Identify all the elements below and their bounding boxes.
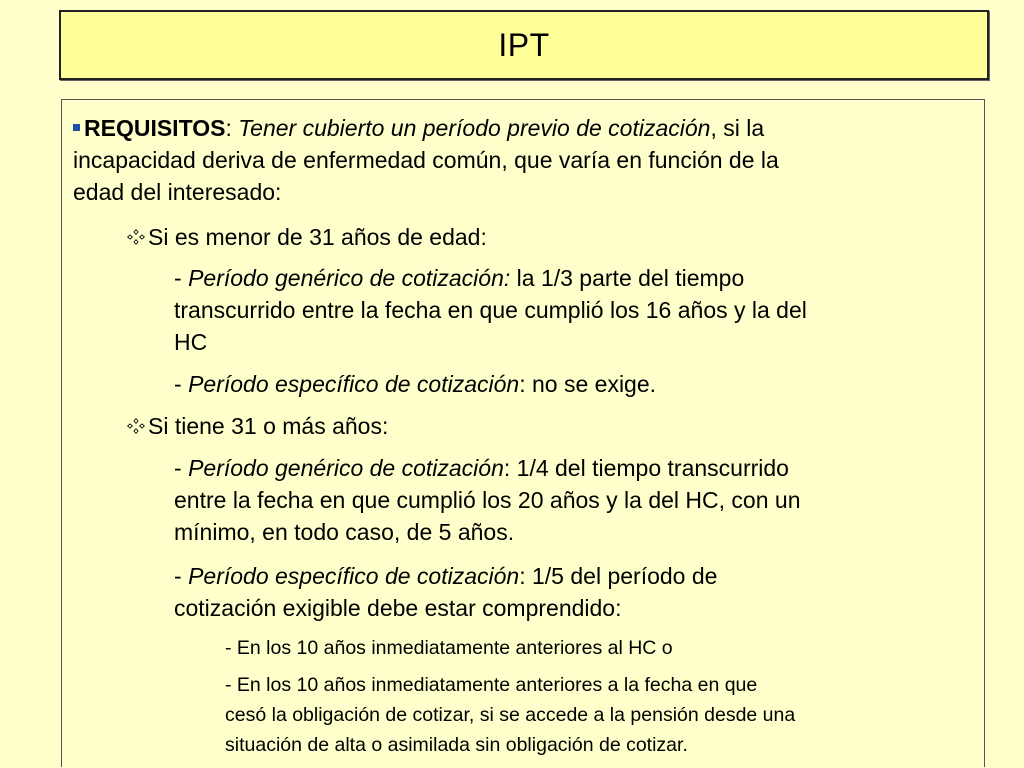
square-bullet-icon <box>73 124 80 131</box>
case2-generic-rest: : 1/4 del tiempo transcurrido <box>503 455 789 481</box>
case1-specific-line <box>174 368 656 400</box>
slide-content-box <box>61 99 985 767</box>
case2-generic-italic: Período genérico de cotización <box>188 455 504 481</box>
case2-generic-line-2: entre la fecha en que cumplió los 20 años y la del HC, con un <box>174 487 801 513</box>
dash: - <box>174 371 189 397</box>
case1-specific-rest: : no se exige. <box>519 371 657 397</box>
case2-heading-line <box>126 410 388 442</box>
case1-generic-line-1 <box>174 262 744 294</box>
requisitos-rest: , si la <box>710 115 765 141</box>
requisitos-line-1 <box>73 112 764 144</box>
case2-specific-rest: : 1/5 del período de <box>519 563 718 589</box>
requisitos-line-3: edad del interesado: <box>73 179 282 205</box>
slide-title: IPT <box>498 26 550 63</box>
slide-title-box <box>59 10 989 80</box>
option-2-line-3: situación de alta o asimilada sin obligación de cotizar. <box>225 734 688 756</box>
option-2-line-2: cesó la obligación de cotizar, si se accede a la pensión desde una <box>225 704 796 726</box>
requisitos-line-2: incapacidad deriva de enfermedad común, que varía en función de la <box>73 147 779 173</box>
requisitos-label: REQUISITOS <box>84 115 226 141</box>
case1-generic-line-2: transcurrido entre la fecha en que cumplió los 16 años y la del <box>174 297 807 323</box>
case2-specific-line-2: cotización exigible debe estar comprendido: <box>174 595 622 621</box>
requisitos-colon: : <box>225 115 232 141</box>
option-1: - En los 10 años inmediatamente anteriores al HC o <box>225 637 673 659</box>
dash: - <box>174 265 189 291</box>
case2-heading: Si tiene 31 o más años: <box>148 413 389 439</box>
case1-heading: Si es menor de 31 años de edad: <box>148 224 487 250</box>
case2-generic-line-3: mínimo, en todo caso, de 5 años. <box>174 519 515 545</box>
case1-generic-rest: la 1/3 parte del tiempo <box>510 265 745 291</box>
dash: - <box>174 455 189 481</box>
case2-generic-line-1 <box>174 452 789 484</box>
requisitos-italic: Tener cubierto un período previo de cotización <box>238 115 711 141</box>
diamond-bullet-icon <box>126 228 146 246</box>
diamond-bullet-icon <box>126 417 146 435</box>
case1-heading-line <box>126 221 487 253</box>
case1-generic-italic: Período genérico de cotización: <box>188 265 511 291</box>
case1-generic-line-3: HC <box>174 329 208 355</box>
case1-specific-italic: Período específico de cotización <box>188 371 520 397</box>
case2-specific-italic: Período específico de cotización <box>188 563 520 589</box>
case2-specific-line-1 <box>174 560 717 592</box>
option-2-line-1: - En los 10 años inmediatamente anteriores a la fecha en que <box>225 674 758 696</box>
dash: - <box>174 563 189 589</box>
